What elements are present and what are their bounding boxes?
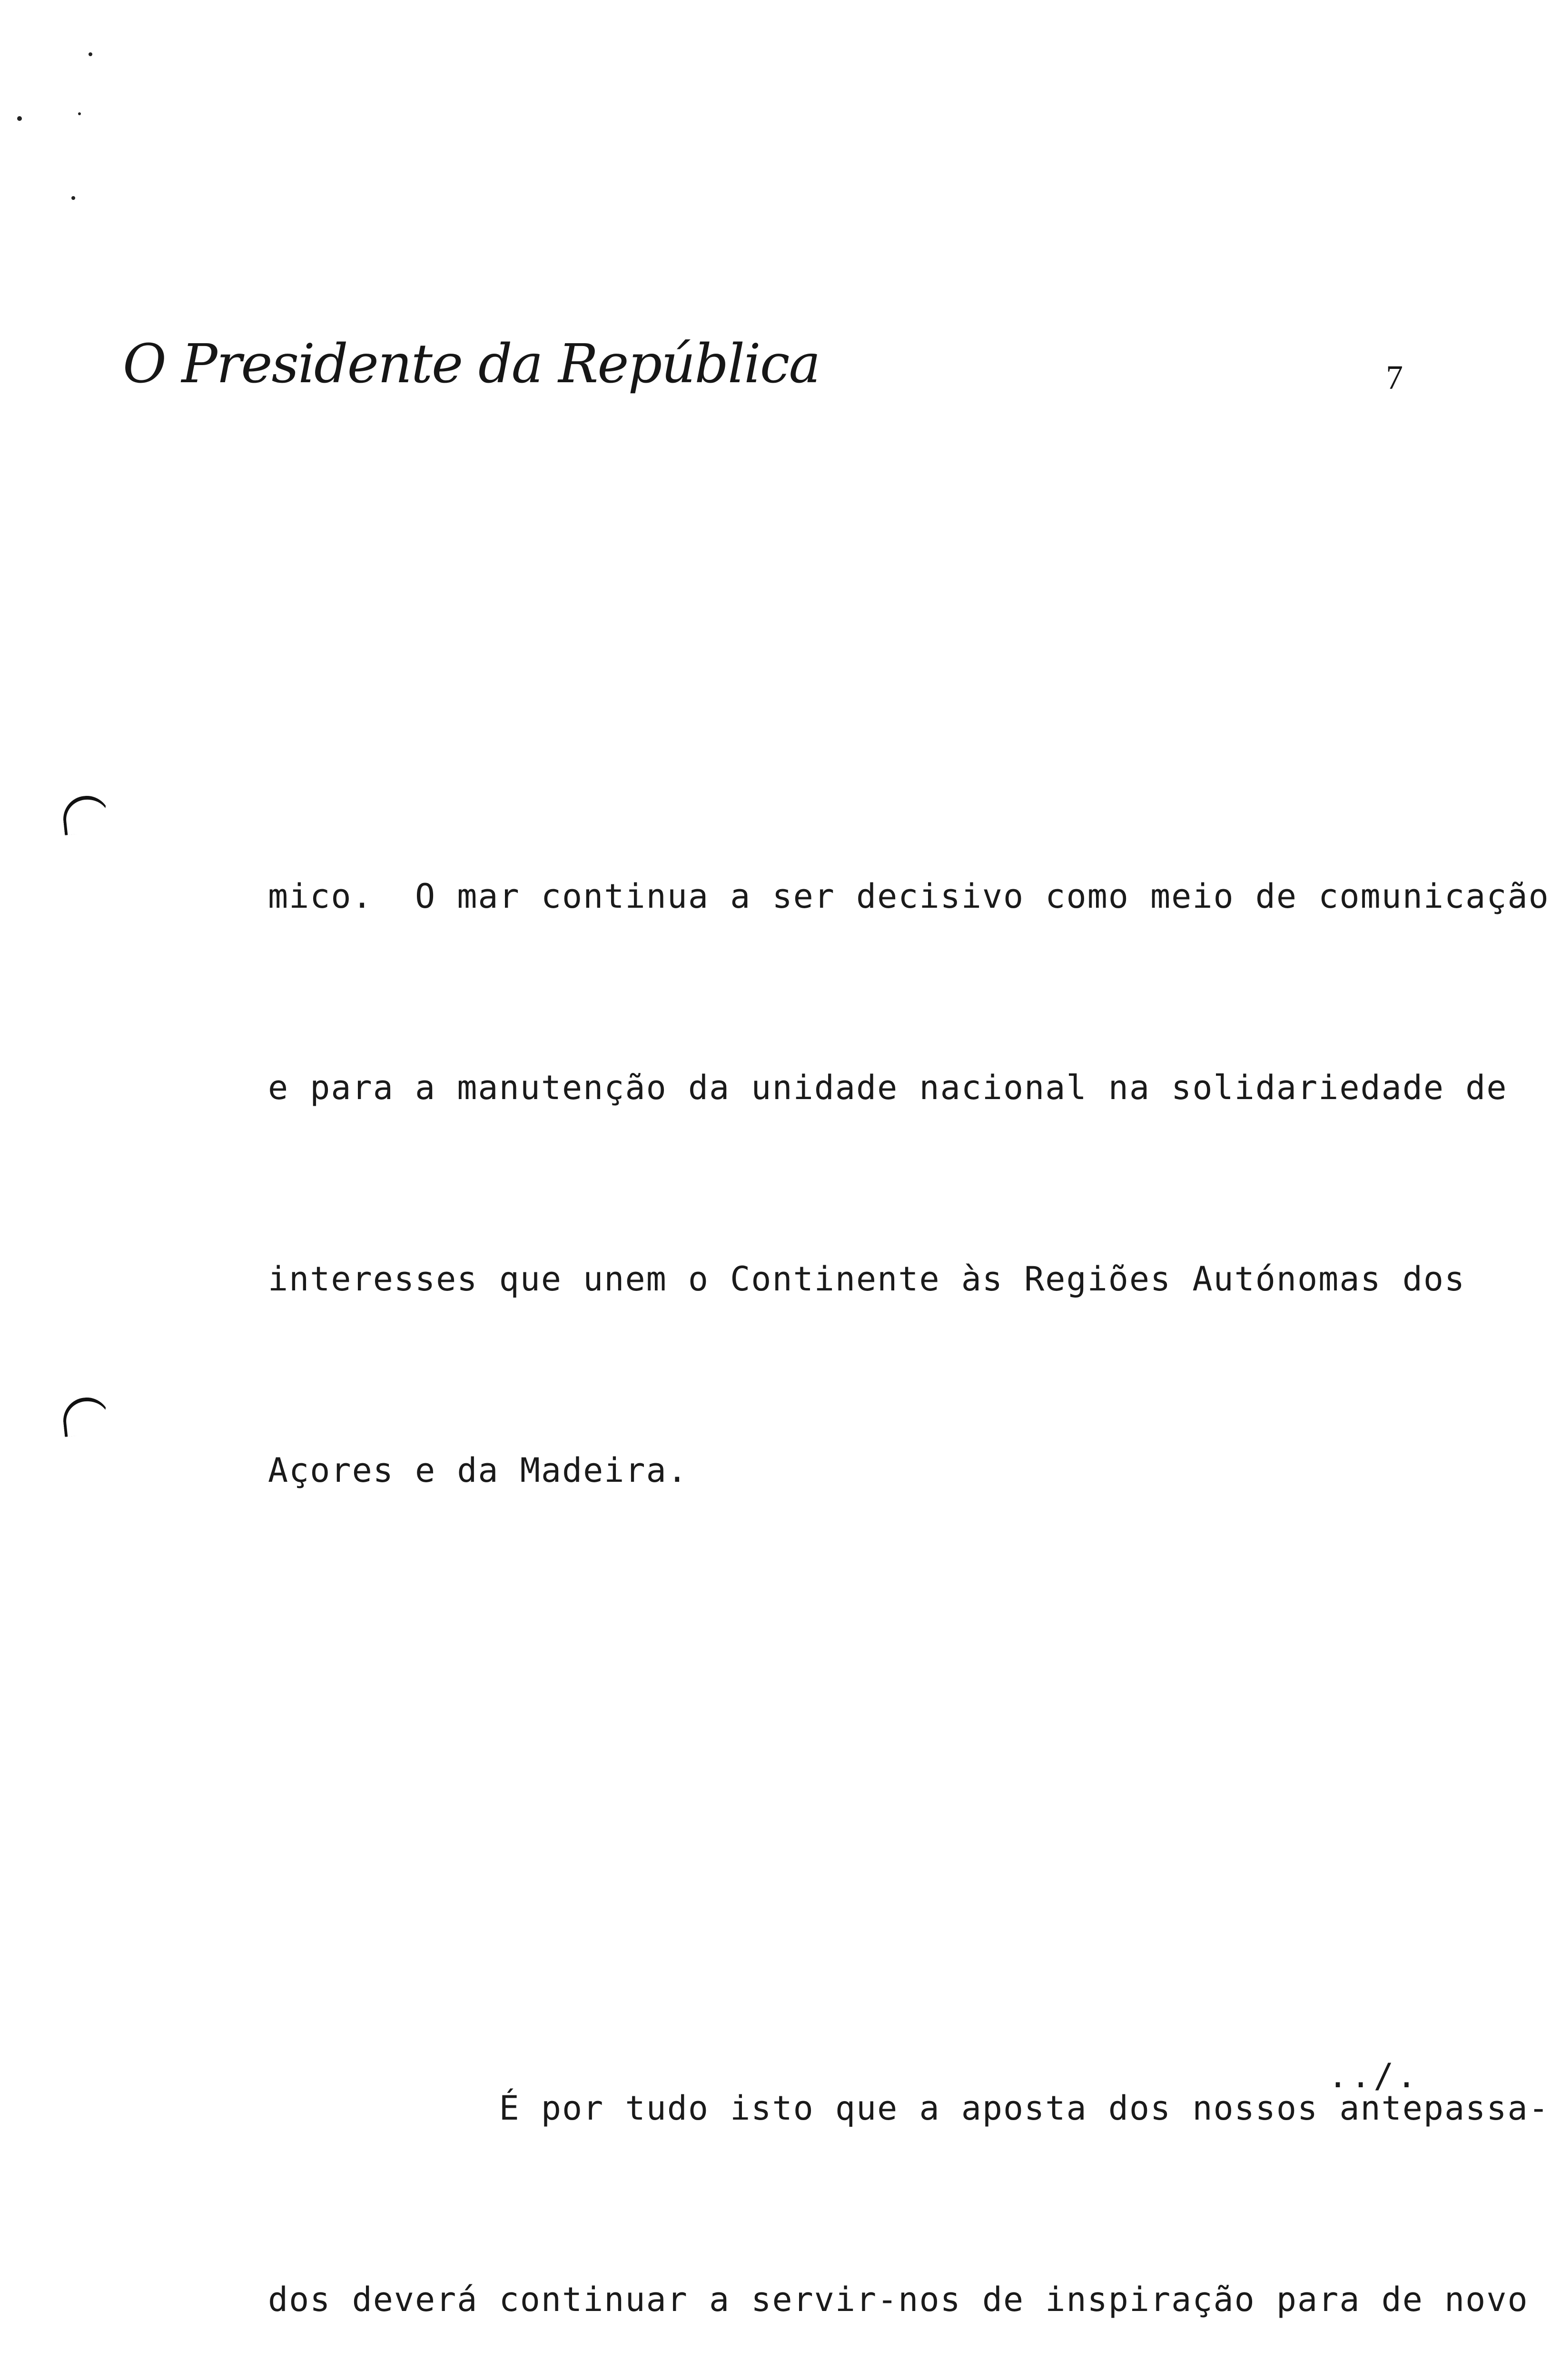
continuation-mark: ../. <box>1328 2056 1420 2095</box>
text-line: É por tudo isto que a aposta dos nossos antepassa- <box>268 2089 1550 2128</box>
paragraph-gap <box>268 1757 1486 1821</box>
punch-hole-icon <box>61 1395 111 1437</box>
paper-speck <box>71 196 75 200</box>
paragraph-1 <box>268 737 1550 1630</box>
paper-speck <box>78 112 81 115</box>
paper-speck <box>89 52 92 56</box>
punch-hole-icon <box>61 793 111 835</box>
paragraph-2 <box>268 1949 1550 2380</box>
page-number: 7 <box>1386 358 1403 397</box>
letterhead: O Presidente da República <box>123 333 820 395</box>
paper-speck <box>17 116 22 121</box>
text-line: interesses que unem o Continente às Regiões Autónomas dos <box>268 1259 1466 1299</box>
text-line: Açores e da Madeira. <box>268 1451 688 1490</box>
text-line: e para a manutenção da unidade nacional na solidariedade de <box>268 1068 1508 1107</box>
body-text <box>268 609 1550 2380</box>
text-line: mico. O mar continua a ser decisivo como meio de comunicação <box>268 877 1550 916</box>
text-line: dos deverá continuar a servir-nos de inspiração para de novo <box>268 2280 1529 2319</box>
